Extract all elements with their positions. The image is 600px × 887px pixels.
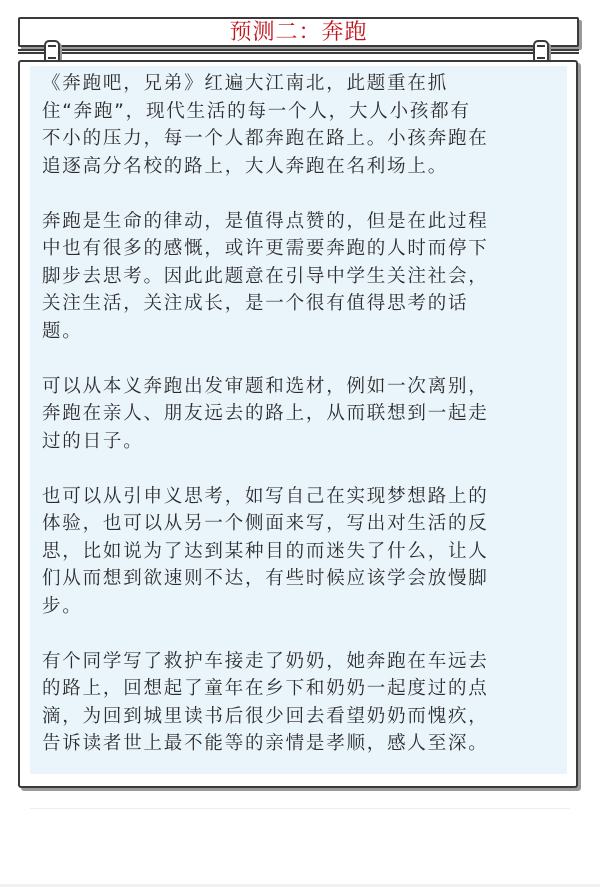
text-line: 步。 [42, 595, 83, 617]
paragraph [42, 648, 562, 758]
paragraph [42, 70, 562, 180]
text-line: 中也有很多的感慨，或许更需要奔跑的人时而停下 [42, 238, 489, 259]
text-line: 《奔跑吧，兄弟》红遍大江南北，此题重在抓 [42, 73, 449, 94]
paragraph [42, 208, 562, 346]
paragraph [42, 373, 562, 456]
title-banner [18, 17, 579, 47]
text-line: 也可以从引申义思考，如写自己在实现梦想路上的 [42, 485, 489, 507]
text-line: 思，比如说为了达到某种目的而迷失了什么，让人 [42, 540, 489, 562]
text-line: 追逐高分名校的路上，大人奔跑在名利场上。 [42, 155, 449, 177]
text-line: 可以从本义奔跑出发审题和选材，例如一次离别， [42, 375, 489, 397]
article-body [42, 70, 562, 758]
scroll-rod [60, 49, 534, 54]
scroll-rod-left [18, 49, 46, 54]
text-line: 不小的压力，每一个人都奔跑在路上。小孩奔跑在 [42, 128, 489, 149]
text-line: 过的日子。 [42, 430, 144, 452]
text-line: 奔跑是生命的律动，是值得点赞的，但是在此过程 [42, 210, 489, 232]
text-line: 题。 [42, 320, 83, 342]
content-background [30, 66, 567, 774]
text-line: 体验，也可以从另一个侧面来写，写出对生活的反 [42, 513, 489, 534]
paragraph [42, 483, 562, 621]
text-line: 脚步去思考。因此此题意在引导中学生关注社会， [42, 265, 489, 287]
text-line: 关注生活，关注成长，是一个很有值得思考的话 [42, 293, 469, 314]
scroll-rod-right [550, 49, 579, 54]
text-line: 的路上，回想起了童年在乡下和奶奶一起度过的点 [42, 678, 489, 699]
text-line: 住“奔跑”，现代生活的每一个人，大人小孩都有 [42, 100, 471, 122]
text-line: 滴，为回到城里读书后很少回去看望奶奶而愧疚， [42, 705, 489, 727]
content-paper [18, 60, 578, 788]
text-line: 奔跑在亲人、朋友远去的路上，从而联想到一起走 [42, 403, 489, 424]
page-title: 预测二：奔跑 [229, 20, 368, 45]
text-line: 们从而想到欲速则不达，有些时候应该学会放慢脚 [42, 568, 489, 589]
divider [30, 808, 570, 809]
text-line: 有个同学写了救护车接走了奶奶，她奔跑在车远去 [42, 650, 489, 672]
text-line: 告诉读者世上最不能等的亲情是孝顺，感人至深。 [42, 733, 489, 754]
